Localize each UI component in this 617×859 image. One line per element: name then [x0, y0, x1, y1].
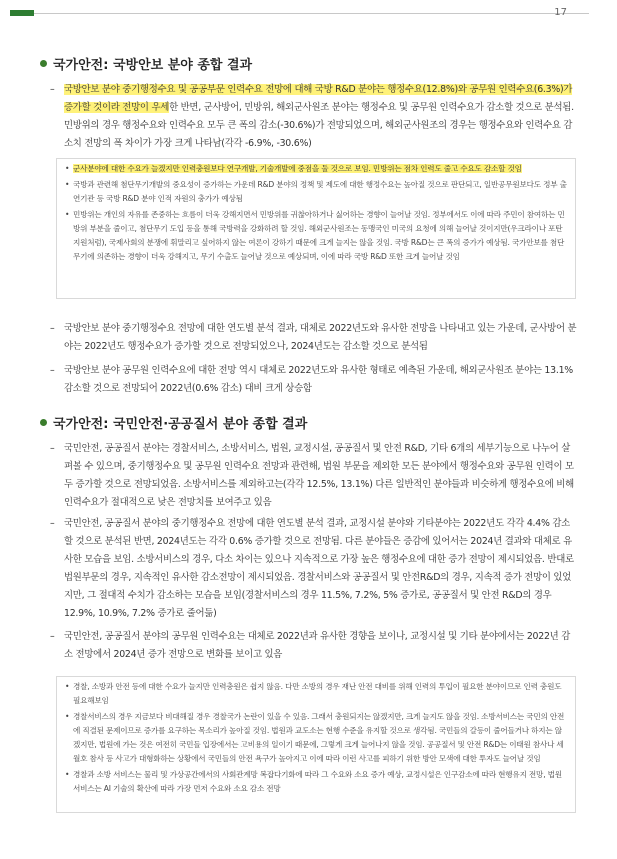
paragraph	[50, 440, 577, 512]
dash-marker: –	[50, 631, 55, 642]
paragraph	[50, 81, 577, 153]
paragraph-text: 국민안전, 공공질서 분야는 경찰서비스, 소방서비스, 법원, 교정시설, 공공질서 및 안전 R&D, 기타 6개의 세부기능으로 나누어 살펴볼 수 있으며, 중기행정수요 및 공무원 인력수요 전망과 관련해, 법원 부문을 제외한 모든 분야에서 행정수요와 공무원 인력이 모두 증가할 것으로 전망되었음. 소방서비스를 제외하고는(각각 12.5%, 13.1%) 다른 일반적인 분야들과 비슷하게 행정수요에 비해 인력수요가 절대적으로 낮은 전망치를 보여주고 있음	[64, 443, 574, 508]
header-accent-bar	[10, 10, 34, 16]
dash-marker: –	[50, 323, 55, 334]
box-bullet: • 국방과 관련해 첨단무기개발의 중요성이 증가하는 가운데 R&D 분야의 정책 및 제도에 대한 행정수요는 높아질 것으로 판단되고, 일반공무원보다도 정부 출연기관 등 국방 R&D 분야 인적 자원의 충가가 예상됨	[65, 178, 567, 206]
dash-marker: –	[50, 518, 55, 529]
bullet-dot-icon	[40, 60, 47, 67]
dash-marker: –	[50, 84, 55, 95]
paragraph-text: 국민안전, 공공질서 분야의 중기행정수요 전망에 대한 연도별 분석 결과, 교정시설 분야와 기타분야는 2022년도 각각 4.4% 감소할 것으로 분석된 반면, 2024년도는 각각 0.6% 증가할 것으로 전망됨. 다른 분야들은 증감에 있어서는 2024년 결과와 대체로 유사한 모습을 보임. 소방서비스의 경우, 다소 차이는 있으나 지속적으로 가장 높은 행정수요에 대한 증가 전망이 제시되었음. 반대로 법원부문의 경우, 지속적인 유사한 감소전망이 제시되었음. 경찰서비스와 공공질서 및 안전R&D의 경우, 지속적 증가 전망이 있었지만, 그 절대적 수치가 감소하는 모습을 보임(경찰서비스의 경우 11.5%, 7.2%, 5% 증가로, 공공질서 및 안전 R&D의 경우 12.9%, 10.9%, 7.2% 증가로 줄어듦)	[64, 518, 574, 619]
dash-marker: –	[50, 443, 55, 454]
box-bullet: • 경찰과 소방 서비스는 물리 및 가상공간에서의 사회관계망 복잡다기화에 따라 그 수요와 소요 증가 예상, 교정시설은 인구감소에 따라 현행유지 전망, 법원 서비스는 AI 기술의 확산에 따라 가장 먼저 수요와 소요 감소 전망	[65, 768, 567, 796]
paragraph-text	[64, 81, 577, 153]
section-title-defense	[40, 54, 252, 73]
expert-opinion-box	[56, 676, 576, 813]
paragraph	[50, 515, 577, 623]
paragraph	[50, 362, 577, 398]
section-title-text: 국가안전: 국민안전·공공질서 분야 종합 결과	[53, 417, 308, 432]
highlighted-text: 군사분야에 대한 수요가 늘겠지만 인력충원보다 연구개발, 기술개발에 중점을 둘 것으로 보임. 민방위는 점차 인력도 줄고 수요도 감소할 것임	[73, 164, 522, 173]
paragraph	[50, 628, 577, 664]
section-title-text: 국가안전: 국방안보 분야 종합 결과	[53, 58, 253, 73]
header-rule	[34, 13, 589, 14]
bullet-dot-icon	[40, 419, 47, 426]
box-bullet: • 경찰서비스의 경우 지금보다 비대해질 경우 경찰국가 논란이 있을 수 있음. 그래서 충원되지는 않겠지만, 크게 늘지도 않을 것임. 소방서비스는 국민의 안전에 직결된 문제이므로 증가를 요구하는 목소리가 높아질 것임. 법원과 교도소는 현행 수준을 유지할 것으로 생각됨. 국민들의 갈등이 줄어들거나 하지는 않겠지만, 법원에 가는 것은 여전히 국민들 입장에서는 고비용의 일이기 때문에, 그렇게 크게 늘어나지 않을 것임. 공공질서 및 안전 R&D는 이태원 참사나 세월호 참사 등 사고가 대형화하는 상황에서 국민들의 안전 욕구가 높아지고 이에 따라 이런 사고를 피하기 위한 방안 모색에 대한 투자도 늘어날 것임	[65, 710, 567, 766]
section-title-public-safety	[40, 413, 307, 432]
box-bullet	[65, 162, 567, 176]
paragraph-text: 국방안보 분야 공무원 인력수요에 대한 전망 역시 대체로 2022년도와 유사한 형태로 예측된 가운데, 해외군사원조 분야는 13.1% 감소할 것으로 전망되어 2022년(0.6% 감소) 대비 크게 상승함	[64, 365, 573, 394]
paragraph	[50, 320, 577, 356]
dash-marker: –	[50, 365, 55, 376]
paragraph-text-rest: 한 반면, 군사방어, 민방위, 해외군사원조 분야는 행정수요 및 공무원 인력수요가 감소할 것으로 분석됨. 민방위의 경우 행정수요와 인력수요 모두 큰 폭의 감소(-30.6%)가 전망되었으며, 해외군사원조의 경우는 행정수요와 인력수요 감소치 전망의 폭 차이가 가장 크게 나타남(각각 -6.9%, -30.6%)	[64, 102, 574, 149]
box-bullet: • 민방위는 개인의 자유를 존중하는 흐름이 더욱 강해지면서 민방위를 귀찮아하거나 싫어하는 경향이 늘어날 것임. 정부에서도 이에 따라 주민이 참여하는 민방위 부분을 줄이고, 첨단무기 도입 등을 통해 국방력을 강화하려 할 것임. 해외군사원조는 동맹국인 미국의 요청에 의해 늘어날 것이지만(우크라이나 포탄 지원처럼), 국제사회의 분쟁에 휘말리고 싶어하지 않는 여론이 강하기 때문에 크게 늘지는 않을 것임. 국방 R&D는 큰 폭의 증가가 예상됨. 국가안보를 첨단무기에 의존하는 경향이 더욱 강해지고, 무기 수출도 늘어날 것으로 예상되며, 이에 따라 국방 R&D 또한 크게 늘어날 것임	[65, 208, 567, 264]
highlighted-text: 국방안보 분야 중기행정수요 및 공공부문 인력수요 전망에 대해 국방 R&D 분야는 행정수요(12.8%)와 공무원 인력수요(6.3%)가 증가할 것이라 전망이 우세	[64, 84, 573, 113]
box-bullet: • 경찰, 소방과 안전 등에 대한 수요가 늘지만 인력충원은 쉽지 않음. 다만 소방의 경우 재난 안전 대비를 위해 인력의 투입이 필요한 분야이므로 인력 충원도 필요해보임	[65, 680, 567, 708]
expert-opinion-box	[56, 158, 576, 299]
paragraph-text: 국방안보 분야 중기행정수요 전망에 대한 연도별 분석 결과, 대체로 2022년도와 유사한 전망을 나타내고 있는 가운데, 군사방어 분야는 2022년도 행정수요가 증가할 것으로 전망되었으나, 2024년도는 감소할 것으로 분석됨	[64, 323, 577, 352]
paragraph-text: 국민안전, 공공질서 분야의 공무원 인력수요는 대체로 2022년과 유사한 경향을 보이나, 교정시설 및 기타 분야에서는 2022년 감소 전망에서 2024년 증가 전망으로 변화를 보이고 있음	[64, 631, 571, 660]
page-number: 17	[554, 7, 567, 18]
